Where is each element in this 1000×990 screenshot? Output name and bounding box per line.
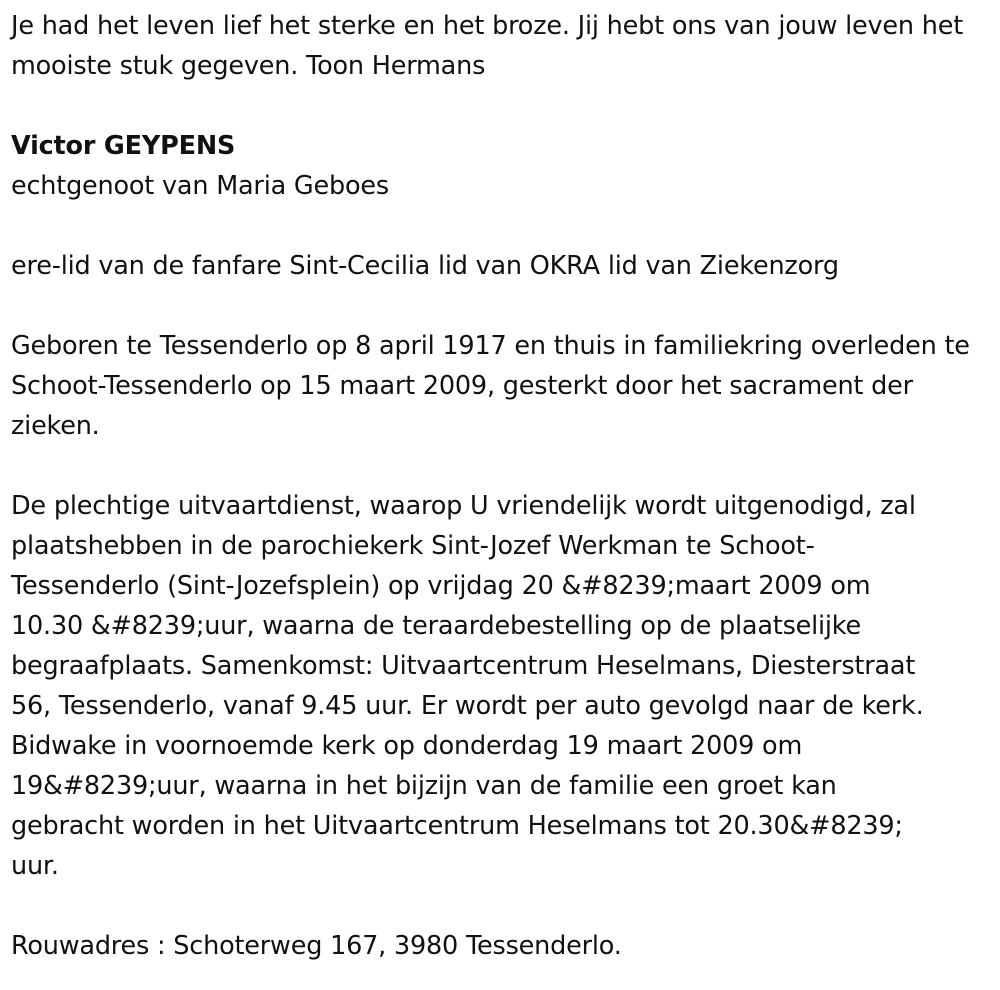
funeral-line: 56, Tessenderlo, vanaf 9.45 uur. Er wordt per auto gevolgd naar de kerk. — [11, 691, 924, 721]
deceased-name: Victor GEYPENS — [11, 131, 236, 161]
paragraph-spacer — [11, 286, 1000, 326]
funeral-line: gebracht worden in het Uitvaartcentrum Heselmans tot 20.30&#8239; — [11, 811, 903, 841]
birth-death-paragraph: Geboren te Tessenderlo op 8 april 1917 en thuis in familiekring overleden te Schoot-Tessenderlo op 15 maart 2009, gesterkt door het sacrament der zieken. — [11, 331, 978, 441]
mourning-address: Rouwadres : Schoterweg 167, 3980 Tessenderlo. — [11, 931, 622, 961]
funeral-line: De plechtige uitvaartdienst, waarop U vriendelijk wordt uitgenodigd, zal — [11, 491, 916, 521]
paragraph-spacer — [11, 206, 1000, 246]
paragraph-spacer — [11, 446, 1000, 486]
funeral-line: plaatshebben in de parochiekerk Sint-Jozef Werkman te Schoot- — [11, 531, 815, 561]
funeral-line: uur. — [11, 851, 59, 881]
funeral-line: 10.30 &#8239;uur, waarna de teraardebestelling op de plaatselijke — [11, 611, 861, 641]
paragraph-spacer — [11, 86, 1000, 126]
funeral-line: Bidwake in voornoemde kerk op donderdag 19 maart 2009 om — [11, 731, 803, 761]
funeral-line: begraafplaats. Samenkomst: Uitvaartcentrum Heselmans, Diesterstraat — [11, 651, 916, 681]
memorial-quote: Je had het leven lief het sterke en het broze. Jij hebt ons van jouw leven het mooiste stuk gegeven. Toon Hermans — [11, 11, 971, 81]
paragraph-spacer — [11, 886, 1000, 926]
funeral-paragraph — [11, 486, 1000, 886]
memberships-line: ere-lid van de fanfare Sint-Cecilia lid van OKRA lid van Ziekenzorg — [11, 251, 839, 281]
funeral-line: 19&#8239;uur, waarna in het bijzijn van de familie een groet kan — [11, 771, 837, 801]
funeral-line: Tessenderlo (Sint-Jozefsplein) op vrijdag 20 &#8239;maart 2009 om — [11, 571, 871, 601]
spouse-line: echtgenoot van Maria Geboes — [11, 171, 389, 201]
